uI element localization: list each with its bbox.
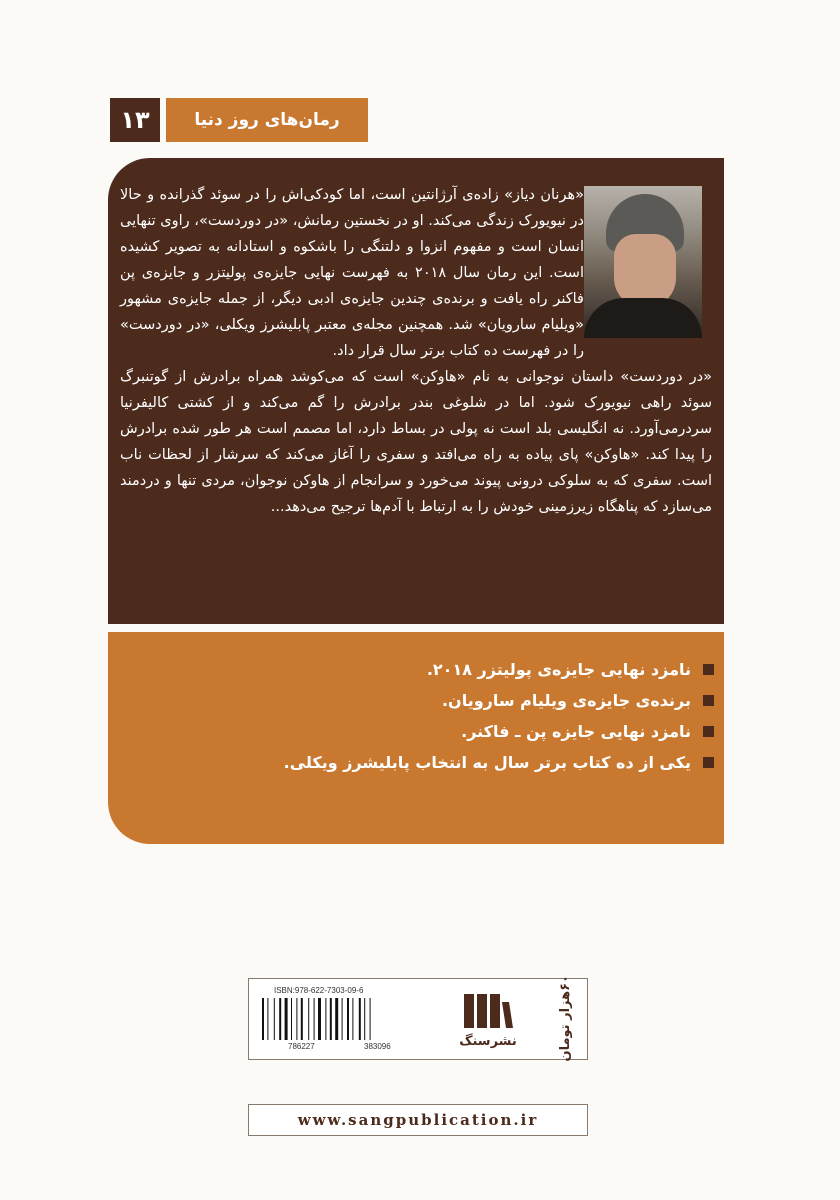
publisher-name: نشرسنگ	[459, 1034, 517, 1049]
accolades-list	[150, 654, 714, 778]
square-bullet-icon	[703, 664, 714, 675]
description-paragraph-1: «هرنان دیاز» زاده‌ی آرژانتین است، اما کودکی‌اش را در سوئد گذرانده و حالا در نیویورک زندگی می‌کند. او در نخستین رمانش، «در دوردست»، راوی تنهایی انسان است و مفهوم انزوا و دلتنگی را باشکوه و استادانه به تصویر کشیده است. این رمان سال ۲۰۱۸ به فهرست نهایی جایزه‌ی پولیتزر و جایزه‌ی پن فاکنر راه یافت و برنده‌ی چندین جایزه‌ی ادبی دیگر، از جمله جایزه‌ی مشهور «ویلیام سارویان» شد. همچنین مجله‌ی معتبر پابلیشرز ویکلی، «در دوردست» را در فهرست ده کتاب برتر سال قرار داد.	[120, 187, 584, 359]
barcode	[258, 986, 428, 1052]
square-bullet-icon	[703, 726, 714, 737]
accolade-item: برنده‌ی جایزه‌ی ویلیام سارویان.	[150, 685, 714, 716]
book-description	[120, 182, 712, 520]
website-box	[248, 1104, 588, 1136]
barcode-number-left: 786227	[288, 1042, 315, 1051]
accolade-item: نامزد نهایی جایزه‌ی پولیتزر ۲۰۱۸.	[150, 654, 714, 685]
square-bullet-icon	[703, 757, 714, 768]
accolade-item: یکی از ده کتاب برتر سال به انتخاب پابلیشرز ویکلی.	[150, 747, 714, 778]
barcode-bars-icon	[260, 998, 426, 1040]
square-bullet-icon	[703, 695, 714, 706]
accolade-item: نامزد نهایی جایزه پن ـ فاکنر.	[150, 716, 714, 747]
barcode-number-right: 383096	[364, 1042, 391, 1051]
series-title: رمان‌های روز دنیا	[166, 98, 368, 142]
series-number: ۱۳	[110, 98, 160, 142]
description-paragraph-2: «در دوردست» داستان نوجوانی به نام «هاوکن» است که می‌کوشد همراه برادرش از گوتنبرگ سوئد راهی نیویورک شود. اما در شلوغی بندر برادرش را گم می‌کند و از کشتی کالیفرنیا سردرمی‌آورد. نه انگلیسی بلد است نه پولی در بساط دارد، اما مصمم است هر طور شده برادرش را پیدا کند. «هاوکن» پای پیاده به راه می‌افتد و سفری را آغاز می‌کند که سرشار از لحظات ناب است. سفری که به سلوکی درونی پیوند می‌خورد و سرانجام از هاوکن نوجوان، مردی تنها و دردمند می‌سازد که پناهگاه زیرزمینی خودش را به ارتباط با آدم‌ها ترجیح می‌دهد...	[120, 369, 712, 515]
isbn-text: ISBN:978-622-7303-09-6	[274, 986, 364, 995]
publisher-website: www.sangpublication.ir	[297, 1111, 539, 1129]
price-label: ۶۰هزار تومان	[557, 974, 573, 1062]
publisher-logo-icon	[460, 992, 516, 1030]
